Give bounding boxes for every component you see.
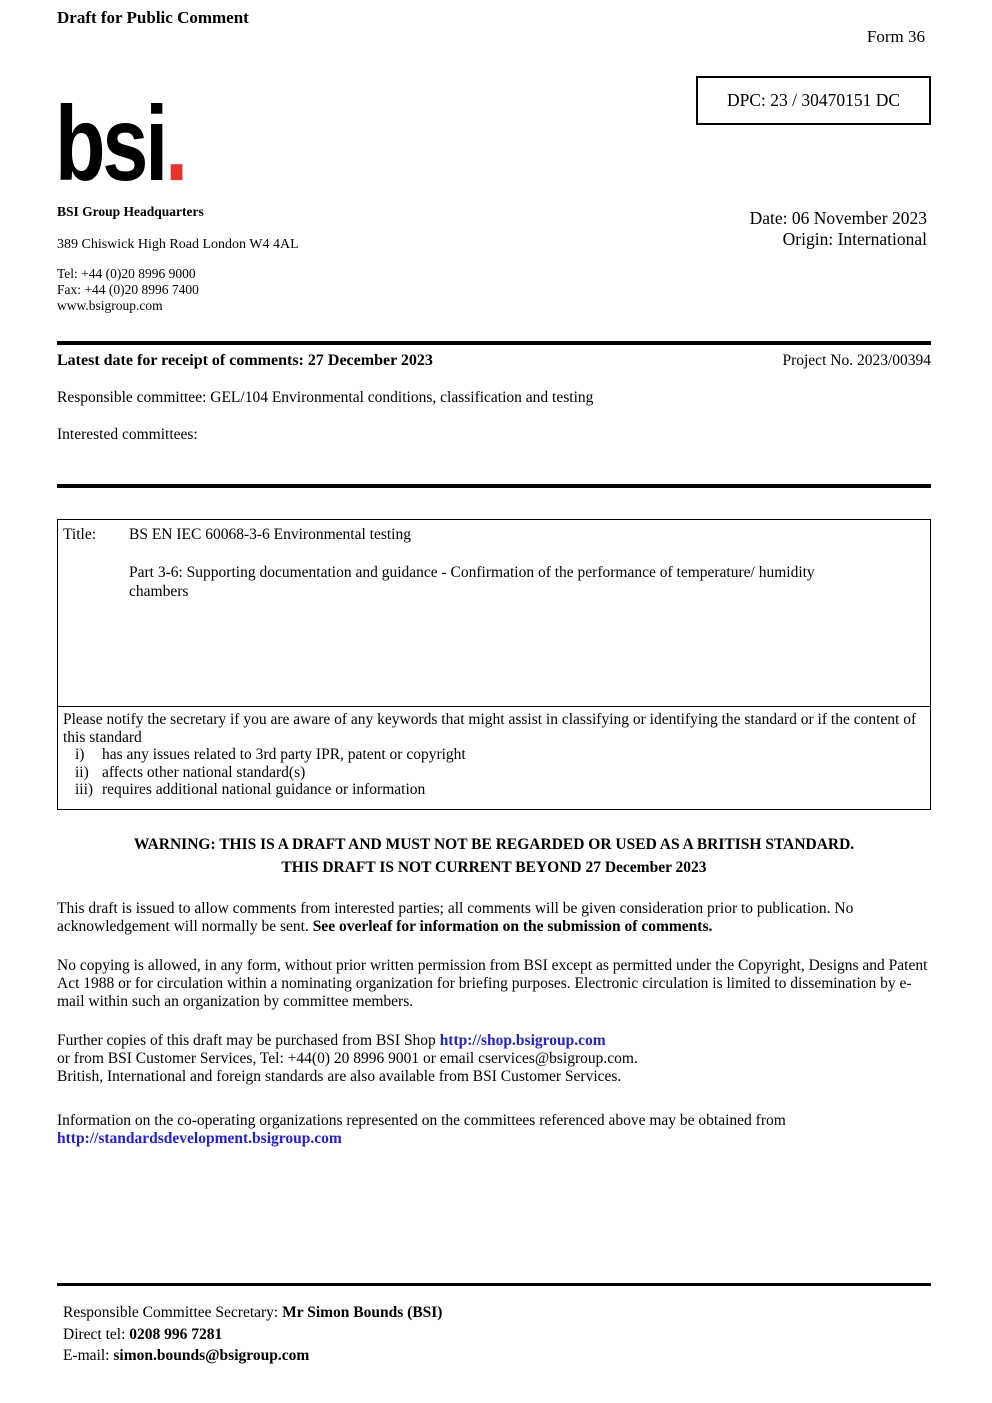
purchase-paragraph: [57, 1032, 931, 1086]
form-number: Form 36: [866, 27, 925, 46]
secretary-block: [63, 1302, 442, 1367]
draft-for-public-comment-label: Draft for Public Comment: [57, 8, 249, 27]
interested-committees: Interested committees:: [57, 426, 198, 443]
form-body: [57, 352, 931, 1148]
copyright-paragraph: No copying is allowed, in any form, without prior written permission from BSI except as permitted under the Copyright, Designs and Patent Act 1988 or for circulation within a nominating organization for briefing purposes. Electronic circulation is limited to dissemination by e-mail within such an organization by committee members.: [57, 956, 928, 1010]
website-line: www.bsigroup.com: [57, 298, 163, 313]
origin-line: Origin: International: [782, 228, 927, 249]
divider-bottom: [57, 1283, 931, 1286]
cooperating-orgs-paragraph: [57, 1112, 931, 1148]
standard-subtitle: Part 3-6: Supporting documentation and guidance - Confirmation of the performance of temperature/ humidity chambers: [129, 564, 815, 600]
comments-paragraph-text: This draft is issued to allow comments from interested parties; all comments will be given consideration prior to publication. No acknowledgement will normally be sent.: [57, 899, 854, 935]
direct-tel-line: [63, 1324, 442, 1346]
secretary-line: [63, 1302, 442, 1324]
date-line: Date: 06 November 2023: [749, 208, 927, 228]
keyword-item-iii-text: requires additional national guidance or information: [102, 781, 426, 798]
title-section: [58, 520, 930, 706]
bsi-logo-dot: .: [165, 85, 185, 203]
date-origin-block: [750, 208, 927, 249]
standard-title: BS EN IEC 60068-3-6 Environmental testing: [129, 526, 411, 543]
customer-services-line: or from BSI Customer Services, Tel: +44(0) 20 8996 9001 or email cservices@bsigroup.com.: [57, 1049, 638, 1067]
standards-availability-line: British, International and foreign standards are also available from BSI Customer Services.: [57, 1067, 622, 1085]
divider-mid: [57, 484, 931, 488]
keyword-item-i-text: has any issues related to 3rd party IPR, patent or copyright: [102, 746, 466, 763]
purchase-text: Further copies of this draft may be purchased from BSI Shop: [57, 1031, 440, 1049]
email-line: [63, 1345, 442, 1367]
bsi-shop-link[interactable]: http://shop.bsigroup.com: [439, 1031, 606, 1049]
keyword-item-iii-num: iii): [75, 781, 94, 798]
title-content: [129, 525, 874, 701]
keyword-item-i: [63, 746, 922, 764]
comments-deadline-row: [57, 352, 931, 370]
warning-line1: WARNING: THIS IS A DRAFT AND MUST NOT BE REGARDED OR USED AS A BRITISH STANDARD.: [133, 835, 855, 853]
keywords-section: [58, 706, 930, 809]
cooperating-orgs-text: Information on the co-operating organizations represented on the committees referenced above may be obtained from: [57, 1111, 786, 1129]
bsi-logo-text: bsi: [55, 85, 166, 203]
keyword-item-iii: [63, 781, 922, 799]
warning-line2: THIS DRAFT IS NOT CURRENT BEYOND 27 December 2023: [281, 858, 707, 876]
project-number: Project No. 2023/00394: [782, 352, 931, 369]
email-value: simon.bounds@bsigroup.com: [113, 1347, 310, 1364]
title-label: Title:: [63, 526, 97, 543]
latest-date-for-comments: Latest date for receipt of comments: 27 December 2023: [57, 352, 433, 369]
secretary-label: Responsible Committee Secretary:: [63, 1304, 283, 1321]
email-label: E-mail:: [63, 1347, 114, 1364]
fax-line: Fax: +44 (0)20 8996 7400: [57, 282, 199, 297]
standards-development-link[interactable]: http://standardsdevelopment.bsigroup.com: [57, 1129, 342, 1147]
secretary-name: Mr Simon Bounds (BSI): [282, 1304, 443, 1321]
comments-paragraph: [57, 900, 931, 936]
direct-tel-label: Direct tel:: [63, 1325, 130, 1343]
keyword-item-i-num: i): [75, 746, 85, 763]
keywords-intro: Please notify the secretary if you are aware of any keywords that might assist in classifying or identifying the standard or if the content of this standard: [63, 711, 917, 746]
direct-tel-value: 0208 996 7281: [129, 1325, 223, 1343]
hq-title: BSI Group Headquarters: [57, 204, 204, 219]
title-box: [57, 519, 931, 810]
tel-line: Tel: +44 (0)20 8996 9000: [57, 266, 196, 281]
overleaf-note: See overleaf for information on the submission of comments.: [312, 917, 713, 935]
warning-notice: [57, 833, 931, 879]
dpc-number-box: [696, 76, 931, 125]
divider-top: [57, 341, 931, 345]
keyword-item-ii-num: ii): [75, 763, 89, 781]
dpc-number: DPC: 23 / 30470151 DC: [726, 90, 901, 110]
keyword-item-ii: [63, 764, 922, 782]
bsi-logo: [55, 85, 185, 203]
address-line: 389 Chiswick High Road London W4 4AL: [57, 237, 299, 252]
responsible-committee: Responsible committee: GEL/104 Environmental conditions, classification and testing: [57, 389, 594, 406]
keyword-item-ii-text: affects other national standard(s): [102, 763, 306, 781]
